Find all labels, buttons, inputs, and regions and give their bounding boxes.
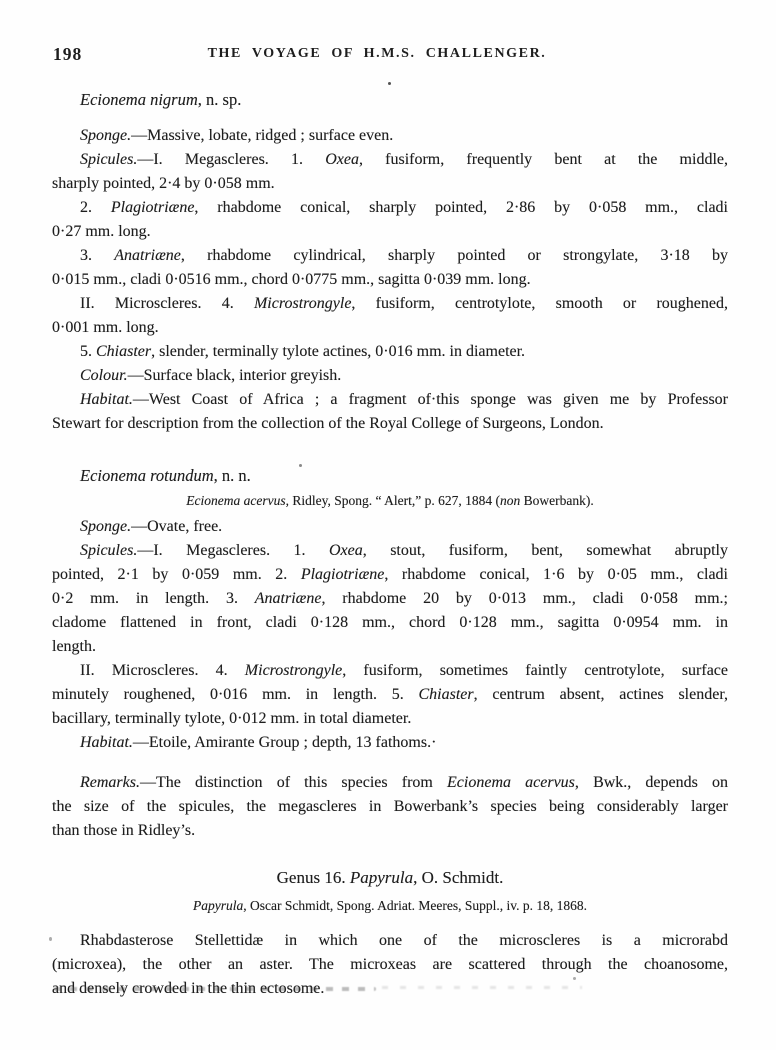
text-line: and densely crowded in the thin ectosome. bbox=[52, 980, 325, 997]
running-title: THE VOYAGE OF H.M.S. CHALLENGER. bbox=[207, 46, 547, 61]
paragraph bbox=[52, 364, 728, 388]
page-number: 198 bbox=[53, 44, 83, 64]
text-line: Ecionema rotundum, n. n. bbox=[80, 466, 251, 485]
text-line: Sponge.—Ovate, free. bbox=[80, 518, 223, 535]
paragraph bbox=[52, 148, 728, 196]
scan-streak-artifact-2 bbox=[382, 986, 582, 989]
text-line: Habitat.—West Coast of Africa ; a fragment of·this sponge was given me by Professor bbox=[80, 391, 728, 408]
text-line: Spicules.—I. Megascleres. 1. Oxea, fusiform, frequently bent at the middle, bbox=[80, 151, 728, 168]
text-line: 5. Chiaster, slender, terminally tylote actines, 0·016 mm. in diameter. bbox=[80, 343, 526, 360]
paragraph bbox=[52, 771, 728, 843]
text-line: the size of the spicules, the megascleres in Bowerbank’s species being considerably larger bbox=[52, 798, 728, 815]
text-block bbox=[52, 88, 728, 1001]
text-line: 3. Anatriæne, rhabdome cylindrical, sharply pointed or strongylate, 3·18 by bbox=[80, 247, 729, 264]
ink-speck-artifact bbox=[299, 464, 302, 467]
text-line: length. bbox=[52, 638, 96, 655]
text-line: 0·2 mm. in length. 3. Anatriæne, rhabdome 20 by 0·013 mm., cladi 0·058 mm.; bbox=[52, 590, 729, 607]
paragraph bbox=[52, 388, 728, 436]
text-line: pointed, 2·1 by 0·059 mm. 2. Plagiotriæne, rhabdome conical, 1·6 by 0·05 mm., cladi bbox=[52, 566, 728, 583]
ink-speck-artifact bbox=[388, 82, 391, 85]
text-line: than those in Ridley’s. bbox=[52, 822, 196, 839]
text-line: Rhabdasterose Stellettidæ in which one of the microscleres is a microrabd bbox=[80, 932, 728, 949]
species-heading bbox=[52, 464, 728, 488]
ink-speck-artifact bbox=[573, 977, 576, 980]
text-line: 0·015 mm., cladi 0·0516 mm., chord 0·0775 mm., sagitta 0·039 mm. long. bbox=[52, 271, 531, 288]
text-line: minutely roughened, 0·016 mm. in length. 5. Chiaster, centrum absent, actines slender, bbox=[52, 686, 729, 703]
paragraph bbox=[52, 659, 728, 731]
text-line: 0·001 mm. long. bbox=[52, 319, 159, 336]
text-line: Habitat.—Etoile, Amirante Group ; depth, 13 fathoms.· bbox=[80, 734, 437, 751]
text-line: Papyrula, Oscar Schmidt, Spong. Adriat. Meeres, Suppl., iv. p. 18, 1868. bbox=[193, 898, 587, 913]
text-line: Colour.—Surface black, interior greyish. bbox=[80, 367, 342, 384]
text-line: Stewart for description from the collection of the Royal College of Surgeons, London. bbox=[52, 415, 604, 432]
species-heading bbox=[52, 88, 728, 112]
text-line: (microxea), the other an aster. The microxeas are scattered through the choanosome, bbox=[52, 956, 728, 973]
genus-heading bbox=[52, 865, 728, 891]
paragraph bbox=[52, 292, 728, 340]
text-line: Ecionema nigrum, n. sp. bbox=[80, 90, 242, 109]
text-line: cladome flattened in front, cladi 0·128 mm., chord 0·128 mm., sagitta 0·0954 mm. in bbox=[52, 614, 728, 631]
paragraph bbox=[52, 196, 728, 244]
paragraph bbox=[52, 340, 728, 364]
text-line: Spicules.—I. Megascleres. 1. Oxea, stout, fusiform, bent, somewhat abruptly bbox=[80, 542, 728, 559]
text-line: bacillary, terminally tylote, 0·012 mm. in total diameter. bbox=[52, 710, 412, 727]
scan-streak-artifact bbox=[54, 987, 376, 991]
paragraph bbox=[52, 539, 728, 659]
text-line: 0·27 mm. long. bbox=[52, 223, 151, 240]
text-line: sharply pointed, 2·4 by 0·058 mm. bbox=[52, 175, 275, 192]
paragraph bbox=[52, 124, 728, 148]
text-line: Ecionema acervus, Ridley, Spong. “ Alert,” p. 627, 1884 (non Bowerbank). bbox=[186, 493, 594, 508]
citation bbox=[52, 896, 728, 915]
paragraph bbox=[52, 731, 728, 755]
text-line: Remarks.—The distinction of this species from Ecionema acervus, Bwk., depends on bbox=[80, 774, 729, 791]
text-line: Sponge.—Massive, lobate, ridged ; surface even. bbox=[80, 127, 394, 144]
text-line: 2. Plagiotriæne, rhabdome conical, sharply pointed, 2·86 by 0·058 mm., cladi bbox=[80, 199, 729, 216]
page-header bbox=[52, 46, 728, 68]
text-line: II. Microscleres. 4. Microstrongyle, fusiform, centrotylote, smooth or roughened, bbox=[80, 295, 728, 312]
paragraph bbox=[52, 515, 728, 539]
text-line: Genus 16. Papyrula, O. Schmidt. bbox=[276, 868, 504, 887]
citation bbox=[52, 491, 728, 510]
ink-speck-artifact bbox=[49, 937, 52, 941]
text-line: II. Microscleres. 4. Microstrongyle, fusiform, sometimes faintly centrotylote, surface bbox=[80, 662, 729, 679]
paragraph bbox=[52, 244, 728, 292]
